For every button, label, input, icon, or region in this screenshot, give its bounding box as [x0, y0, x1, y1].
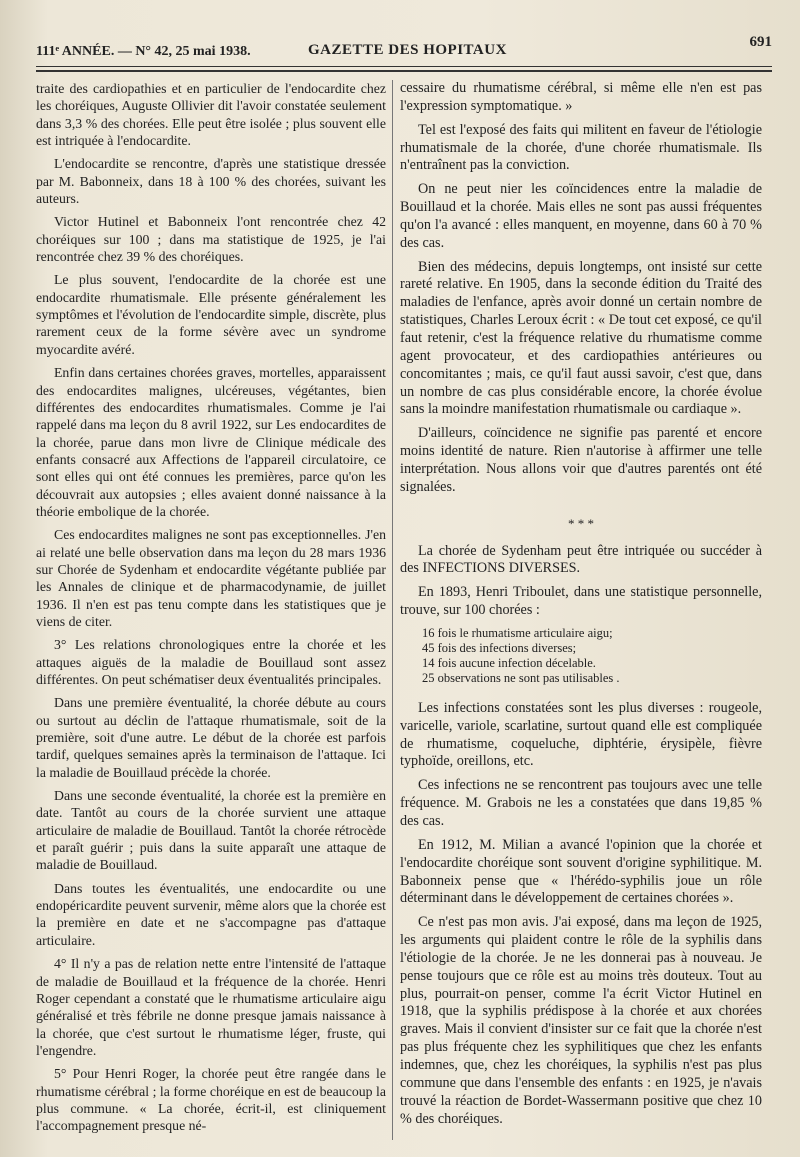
paragraph: On ne peut nier les coïncidences entre la maladie de Bouillaud et la chorée. Mais elles ne sont pas aussi fréquentes qu'on l'a avancé : elles manquent, en moyenne, dans 60 à 70 % des cas. [400, 181, 762, 251]
page-number: 691 [749, 34, 772, 50]
stat-line: 45 fois des infections diverses; [422, 640, 577, 655]
paragraph: Ces infections ne se rencontrent pas toujours avec une telle fréquence. M. Grabois ne les a constatées que dans 19,85 % des cas. [400, 777, 762, 829]
stat-line: 14 fois aucune infection décelable. [422, 655, 596, 670]
stat-line: 16 fois le rhumatisme articulaire aigu; [422, 625, 613, 640]
paragraph: Dans une première éventualité, la chorée débute au cours ou surtout au déclin de l'attaque rhumatismale, soit de la première, soit d'une autre. Le début de la chorée est parfois tardif, quelques semaines après la terminaison de l'attaque. Ici la maladie de Bouillaud précède la chorée. [36, 695, 386, 780]
issue-info: 111ᵉ ANNÉE. — N° 42, 25 mai 1938. [36, 44, 251, 59]
column-divider [392, 80, 393, 1140]
paragraph: 3° Les relations chronologiques entre la chorée et les attaques aiguës de la maladie de Bouillaud sont assez différentes. On peut schématiser deux éventualités principales. [36, 637, 386, 687]
paragraph: Tel est l'exposé des faits qui militent en faveur de l'étiologie rhumatismale de la chorée, d'une chorée rhumatismale. Ils n'entraînent pas la conviction. [400, 121, 762, 174]
header-rule [36, 66, 772, 67]
paragraph: Les infections constatées sont les plus diverses : rougeole, varicelle, variole, scarlatine, surtout quand elle est compliquée de rhumatisme, coqueluche, diphtérie, érysipèle, fièvre typhoïde, oreillons, etc. [400, 699, 762, 770]
paragraph: Dans toutes les éventualités, une endocardite ou une endopéricardite peuvent survenir, même alors que la chorée est la première en date et ne s'accompagne pas d'attaque articulaire. [36, 880, 386, 948]
page-header [36, 34, 772, 68]
paragraph: Bien des médecins, depuis longtemps, ont insisté sur cette rareté relative. En 1905, dans la seconde édition du Traité des maladies de l'enfance, après avoir donné un certain nombre de statistiques, Charles Leroux écrit : « De tout cet exposé, ce qu'il faut retenir, c'est la fréquence relative du rhumatisme comme agent provocateur, et des cardiopathies antérieures ou concomitantes ; mais, ce qu'il faut aussi savoir, c'est que, dans un nombre de cas plus considérable encore, la chorée évolue sans la moindre manifestation rhumatismale ou cardiaque ». [400, 258, 762, 418]
paragraph: cessaire du rhumatisme cérébral, si même elle n'en est pas l'expression symptomatique. » [400, 80, 762, 114]
paragraph: En 1893, Henri Triboulet, dans une statistique personnelle, trouve, sur 100 chorées : [400, 584, 762, 619]
header-rule-thick [36, 70, 772, 72]
left-column [36, 80, 386, 1141]
paragraph: Le plus souvent, l'endocardite de la chorée est une endocardite rhumatismale. Elle présente généralement les symptômes et l'évolution de l'endocardite simple, discrète, plus rarement ceux de la forme sévère avec un syndrome myocardite avéré. [36, 272, 386, 357]
paragraph: Ce n'est pas mon avis. J'ai exposé, dans ma leçon de 1925, les arguments qui plaident contre le rôle de la syphilis dans l'étiologie de la chorée. Je ne les donnerai pas à nouveau. Je pense toujours que ce rôle est au moins très douteux. Tout au plus, pourrait-on penser, comme l'a écrit Victor Hutinel en 1918, que la syphilis prédispose à la chorée et aux chorées graves. Mais il convient d'insister sur ce fait que la chorée n'est pas plus fréquente chez les syphilitiques que chez les enfants indemnes, que, chez les choréiques, la syphilis n'est pas plus commune que dans l'ensemble des enfants : en 1925, je n'avais trouvé la réaction de Bordet-Wassermann positive que chez 10 % des choréiques. [400, 914, 762, 1127]
paragraph: traite des cardiopathies et en particulier de l'endocardite chez les choréiques, Auguste Ollivier dit l'avoir constatée seulement dans 3,3 % des chorées. Elle peut être isolée ; plus souvent elle est intriquée à l'endocardite. [36, 81, 386, 149]
paragraph: L'endocardite se rencontre, d'après une statistique dressée par M. Babonneix, dans 18 à 100 % des chorées, suivant les auteurs. [36, 156, 386, 207]
paragraph: 4° Il n'y a pas de relation nette entre l'intensité de l'attaque de maladie de Bouillaud et la fréquence de la chorée. Henri Roger cependant a constaté que le rhumatisme articulaire aigu généralisé et très fébrile ne donne presque jamais naissance à la chorée, que c'est surtout le rhumatisme léger, fruste, qui l'engendre. [36, 956, 386, 1058]
paragraph: Ces endocardites malignes ne sont pas exceptionnelles. J'en ai relaté une belle observation dans ma leçon du 28 mars 1936 sur Chorée de Sydenham et endocardite végétante publiée par les Annales de clinique et de pharmacodynamie, de juillet 1936. Il n'en est pas tenu compte dans les statistiques que je viens de citer. [36, 527, 386, 629]
paragraph: La chorée de Sydenham peut être intriquée ou succéder à des INFECTIONS DIVERSES. [400, 542, 762, 577]
paragraph: 5° Pour Henri Roger, la chorée peut être rangée dans le rhumatisme cérébral ; la forme choréique en est de beaucoup la plus commune. « La chorée, écrit-il, est cliniquement l'accompagnement presque né- [36, 1066, 386, 1134]
paragraph: Dans une seconde éventualité, la chorée est la première en date. Tantôt au cours de la chorée survient une attaque articulaire de maladie de Bouillaud. Tantôt la chorée rétrocède et paraît guérir ; puis dans la suite apparaît une attaque de maladie de Bouillaud. [36, 788, 386, 873]
section-separator: * * * [568, 515, 594, 531]
statistics-list [422, 626, 762, 686]
paragraph: En 1912, M. Milian a avancé l'opinion que la chorée et l'endocardite choréique sont souvent d'origine syphilitique. M. Babonneix pense que « l'hérédo-syphilis joue un rôle déterminant dans le développement de certaines chorées ». [400, 836, 762, 907]
paragraph: Enfin dans certaines chorées graves, mortelles, apparaissent des endocardites malignes, ulcéreuses, végétantes, bien différentes des endocardites rhumatismales. Comme je l'ai rappelé dans ma leçon du 8 avril 1922, sur Les endocardites de la chorée, parue dans mon livre de Clinique médicale des enfants consacré aux Affections de l'appareil circulatoire, ce sont elles qui ont été connues les premières, parce qu'on les découvrait aux autopsies ; elles avaient donné naissance à la théorie embolique de la chorée. [36, 365, 386, 519]
stat-line: 25 observations ne sont pas utilisables . [422, 670, 620, 685]
right-column [400, 80, 762, 1134]
journal-title: GAZETTE DES HOPITAUX [308, 42, 507, 58]
paragraph: D'ailleurs, coïncidence ne signifie pas parenté et encore moins identité de nature. Rien n'autorise à affirmer une telle interprétation. Nous allons voir que d'autres parentés ont été signalées. [400, 425, 762, 495]
paragraph: Victor Hutinel et Babonneix l'ont rencontrée chez 42 choréiques sur 100 ; dans ma statistique de 1925, je l'ai rencontrée chez 39 % des choréiques. [36, 214, 386, 265]
